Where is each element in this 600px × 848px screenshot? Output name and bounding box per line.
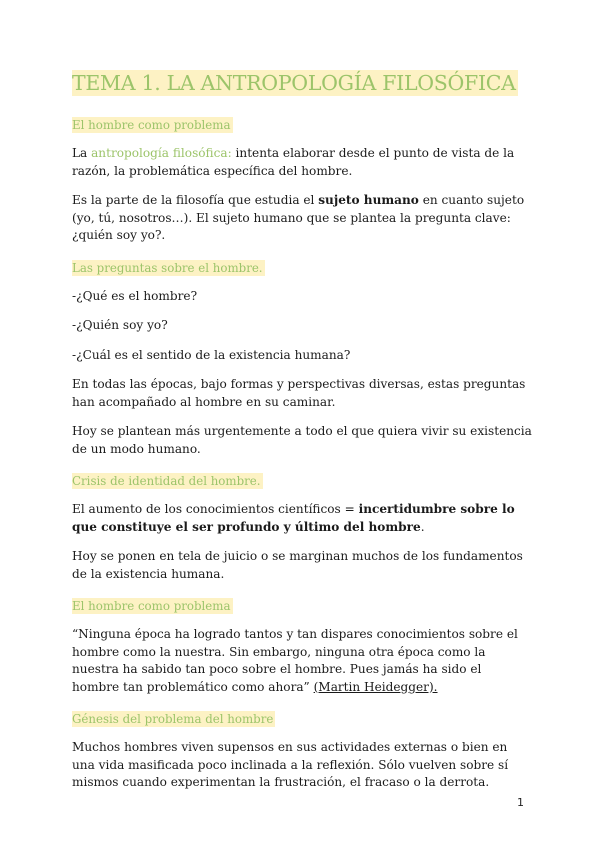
paragraph-genesis: Muchos hombres viven supensos en sus actividades externas o bien en una vida masificada poco inclinada a la reflexión. Sólo vuelven sobre sí mismos cuando experimentan la frustración, el fracaso o la derrota. xyxy=(72,740,509,789)
term-antropologia: antropología filosófica: xyxy=(91,146,232,160)
text-span: . xyxy=(420,519,425,534)
section-heading-preguntas: Las preguntas sobre el hombre. xyxy=(72,260,263,275)
document-page xyxy=(72,70,532,804)
paragraph-epocas: En todas las épocas, bajo formas y perspectivas diversas, estas preguntas han acompañado al hombre en su caminar. xyxy=(72,377,526,409)
text-span: intenta elaborar desde el punto de vista de la razón, la problemática específica del hombre. xyxy=(72,146,515,178)
paragraph-tela-juicio: Hoy se ponen en tela de juicio o se marginan muchos de los fundamentos de la existencia humana. xyxy=(72,549,523,581)
question-quien-soy: -¿Quién soy yo? xyxy=(72,318,168,332)
document-title: TEMA 1. LA ANTROPOLOGÍA FILOSÓFICA xyxy=(72,71,516,95)
bold-sujeto-humano: sujeto humano xyxy=(318,193,419,207)
paragraph-conocimientos xyxy=(72,501,532,536)
section-heading-hombre-problema-2: El hombre como problema xyxy=(72,599,231,613)
question-que-es: -¿Qué es el hombre? xyxy=(72,288,198,303)
section-heading-crisis: Crisis de identidad del hombre. xyxy=(72,474,261,488)
text-span: La xyxy=(72,146,92,160)
section-heading-genesis: Génesis del problema del hombre xyxy=(72,712,274,726)
page-number: 1 xyxy=(517,796,524,809)
quote-text: “Ninguna época ha logrado tantos y tan dispares conocimientos sobre el hombre como la nuestra. Sin embargo, ninguna otra época como la nuestra ha sabido tan poco sobre el hombre. Pues jamás ha sido el hombre tan problemático como ahora” xyxy=(72,627,518,694)
quote-author: (Martin Heidegger). xyxy=(313,679,438,694)
text-span: Es la parte de la filosofía que estudia el xyxy=(72,193,319,207)
question-sentido: -¿Cuál es el sentido de la existencia humana? xyxy=(72,347,351,362)
text-span: en cuanto sujeto (yo, tú, nosotros…). El sujeto humano que se plantea la pregunta clave: ¿quién soy yo?. xyxy=(72,193,525,242)
text-span: El aumento de los conocimientos científicos = xyxy=(72,502,359,516)
bold-incertidumbre: incertidumbre sobre lo que constituye el ser profundo y último del hombre xyxy=(72,502,515,534)
paragraph-antropologia xyxy=(72,145,532,180)
paragraph-urgentemente: Hoy se plantean más urgentemente a todo el que quiera vivir su existencia de un modo humano. xyxy=(72,424,532,456)
quote-heidegger xyxy=(72,626,532,696)
paragraph-sujeto-humano xyxy=(72,192,532,245)
section-heading-hombre-problema: El hombre como problema xyxy=(72,118,231,132)
